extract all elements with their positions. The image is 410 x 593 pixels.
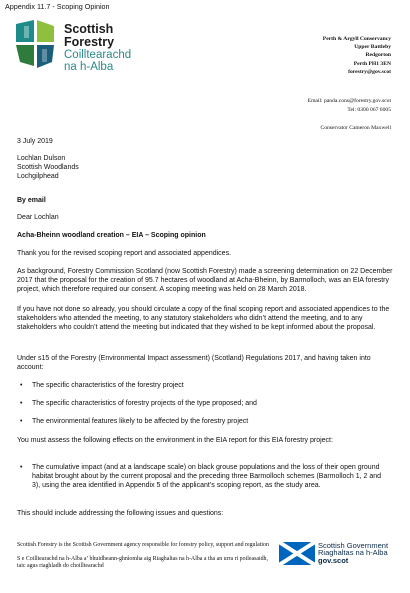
address-email[interactable]: forestry@gov.scot [348,68,391,75]
list-item: • The cumulative impact (and at a landscape scale) on black grouse populations and the loss of their open ground habitat brought about by the current proposal and the preceding three Barmolloch schemes (Barmolloch 1, 2 and 3), using the area identified in Appendix 5 of the applicant’s scoping report, as the study area. [32,463,387,491]
paragraph-circulate: If you have not done so already, you should circulate a copy of the final scoping report and associated appendices to the stakeholders who attended the meeting, to any statutory stakeholders who didn’t attend the meeting, and to any stakeholders who couldn’t attend the meeting but indicated that they wished to be kept informed about the proposal. [17,306,390,332]
list-item: • The specific characteristics of the forestry project [32,381,392,390]
paragraph-background: As background, Forestry Commission Scotland (now Scottish Forestry) made a screening determination on 22 December 2017 that the proposal for the creation of 95.7 hectares of woodland at Acha-Bheinn, by Barmolloch, was an EIA forestry project, which therefore required our consent. A scoping meeting was held on 28 March 2018. [17,268,393,294]
conservator-name: Conservator Cameron Maxwell [320,125,391,131]
paragraph-issues: This should include addressing the following issues and questions: [17,510,224,517]
paragraph-regulations: Under s15 of the Forestry (Environmental Impact assessment) (Scotland) Regulations 2017, and having taken into account: [17,355,371,372]
footer-english: Scottish Forestry is the Scottish Government agency responsible for forestry policy, support and regulation [17,542,269,548]
logo-text-coilltearachd: Coilltearachd [64,49,132,62]
letter-subject: Acha-Bheinn woodland creation – EIA – Scoping opinion [17,232,206,239]
forestry-leaf-logo-icon [14,18,58,70]
sg-website[interactable]: gov.scot [318,555,349,565]
scottish-government-logo [318,542,388,564]
list-item: • The specific characteristics of forestry projects of the type proposed; and [32,399,392,408]
letter-date: 3 July 2019 [17,138,53,145]
address-line: Upper Battleby [354,44,391,51]
recipient-line: Lochgilphead [17,173,59,181]
footer-agency-statement [17,542,272,571]
scottish-forestry-logo [14,18,214,82]
logo-text-forestry: Forestry [64,35,115,50]
paragraph-thanks: Thank you for the revised scoping report and associated appendices. [17,250,232,257]
logo-text-scottish: Scottish [64,22,114,36]
delivery-method: By email [17,197,46,204]
appendix-title: Appendix 11.7 - Scoping Opinion [5,2,110,11]
salutation: Dear Lochlan [17,214,59,221]
recipient-address [17,154,395,182]
sg-name-gaelic: Riaghaltas na h-Alba [318,548,388,558]
list-item: • The environmental features likely to be affected by the forestry project [32,417,392,426]
sender-address [323,35,391,76]
saltire-flag-icon [279,542,315,565]
contact-phone: Tel: 0300 067 6005 [347,106,391,113]
address-line: Perth & Argyll Conservancy [322,36,391,42]
address-line: Redgorton [365,52,391,59]
recipient-line: Scottish Woodlands [17,164,79,172]
sender-contact [308,97,391,114]
logo-text-na-h-alba: na h-Alba [64,61,114,74]
sg-name-english: Scottish Government [318,541,389,550]
paragraph-assess: You must assess the following effects on the environment in the EIA report for this EIA forestry project: [17,437,333,444]
footer-gaelic: S e Coilltearachd na h-Alba a’ bhuidheann-ghnìomha aig Riaghaltas na h-Alba a tha an urra ri poileasaidh, taic agus riaghladh do choilltearachd [17,555,268,570]
recipient-line: Lochlan Dulson [17,155,66,162]
contact-email[interactable]: Email: panda.cons@forestry.gov.scot [307,98,391,104]
address-line: Perth PH1 3EN [353,60,391,67]
